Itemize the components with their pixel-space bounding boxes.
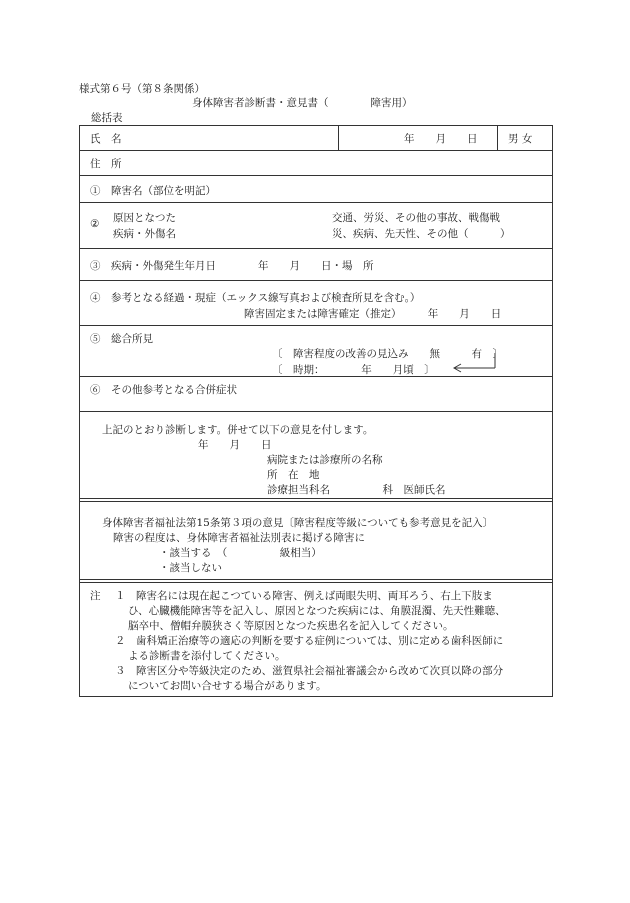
opinion-not-applicable: ・該当しない [159, 562, 222, 574]
form-number: 様式第６号（第８条関係） [79, 83, 205, 95]
row-divider [79, 150, 553, 151]
diagnosis-date: 年 月 日 [198, 439, 272, 451]
hospital-name-label: 病院または診療所の名称 [267, 454, 383, 466]
document-title: 身体障害者診断書・意見書（ 障害用） [192, 97, 413, 109]
summary-label: 総括表 [91, 112, 123, 124]
note-1: １ 障害名には現在起こつている障害、例えば両眼失明、両耳ろう、右上下肢ま [115, 590, 493, 602]
double-divider [79, 498, 553, 499]
improvement-prospect: 〔 障害程度の改善の見込み 無 有 〕 [272, 348, 503, 360]
note-3-cont: についてお問い合せする場合があります。 [128, 680, 327, 692]
row-divider [79, 325, 553, 326]
note-3: ３ 障害区分や等級決定のため、滋賀県社会福祉審議会から改めて次頁以降の部分 [115, 665, 504, 677]
cause-options-1: 交通、労災、その他の事故、戦傷戦 [332, 212, 500, 224]
note-2-cont: よる診断書を添付してください。 [128, 650, 286, 662]
address-label: 住 所 [90, 158, 122, 170]
other-complications-label: ⑥ その他参考となる合併症状 [90, 384, 237, 396]
name-label: 氏 名 [90, 133, 122, 145]
double-divider [79, 579, 553, 580]
cause-label-2: 疾病・外傷名 [113, 228, 176, 240]
sex-field: 男 女 [508, 133, 533, 145]
double-divider [79, 582, 553, 583]
history-label: ④ 参考となる経過・現症（エックス線写真および検査所見を含む。） [90, 292, 421, 304]
general-findings-label: ⑤ 総合所見 [90, 333, 153, 345]
diagnosis-statement: 上記のとおり診断します。併せて以下の意見を付します。 [102, 424, 374, 436]
row-divider [79, 248, 553, 249]
row-divider [79, 175, 553, 176]
fixation-date: 障害固定または障害確定（推定） 年 月 日 [244, 308, 502, 320]
row-divider [79, 202, 553, 203]
hospital-location-label: 所 在 地 [267, 469, 320, 481]
note-1-cont: 脳卒中、僧帽弁膜狭さく等原因となつた疾患名を記入してください。 [128, 620, 454, 632]
birth-date: 年 月 日 [404, 133, 478, 145]
row-divider [79, 280, 553, 281]
double-divider [79, 501, 553, 502]
improvement-period: 〔 時期： 年 月頃 〕 [272, 364, 435, 376]
opinion-heading: 身体障害者福祉法第15条第３項の意見〔障害程度等級についても参考意見を記入〕 [102, 517, 494, 529]
note-1-cont: ひ、心臓機能障害等を記入し、原因となつた疾病には、角膜混濁、先天性難聴、 [128, 605, 506, 617]
cause-number: ② [90, 218, 100, 230]
disability-name-label: ① 障害名（部位を明記） [90, 185, 216, 197]
row-divider [79, 411, 553, 412]
opinion-applicable: ・該当する （ 級相当） [159, 547, 322, 559]
opinion-degree: 障害の程度は、身体障害者福祉法別表に掲げる障害に [113, 532, 365, 544]
note-2: ２ 歯科矯正治療等の適応の判断を要する症例については、別に定める歯科医師に [115, 635, 504, 647]
cause-label-1: 原因となつた [113, 212, 176, 224]
cause-options-2: 災、疾病、先天性、その他（ ） [332, 228, 511, 240]
column-divider [338, 125, 339, 150]
arrow-icon [450, 352, 500, 374]
doctor-name-label: 診療担当科名 科 医師氏名 [267, 484, 446, 496]
notes-label: 注 [90, 590, 101, 602]
column-divider [497, 125, 498, 150]
onset-label: ③ 疾病・外傷発生年月日 年 月 日・場 所 [90, 260, 374, 272]
